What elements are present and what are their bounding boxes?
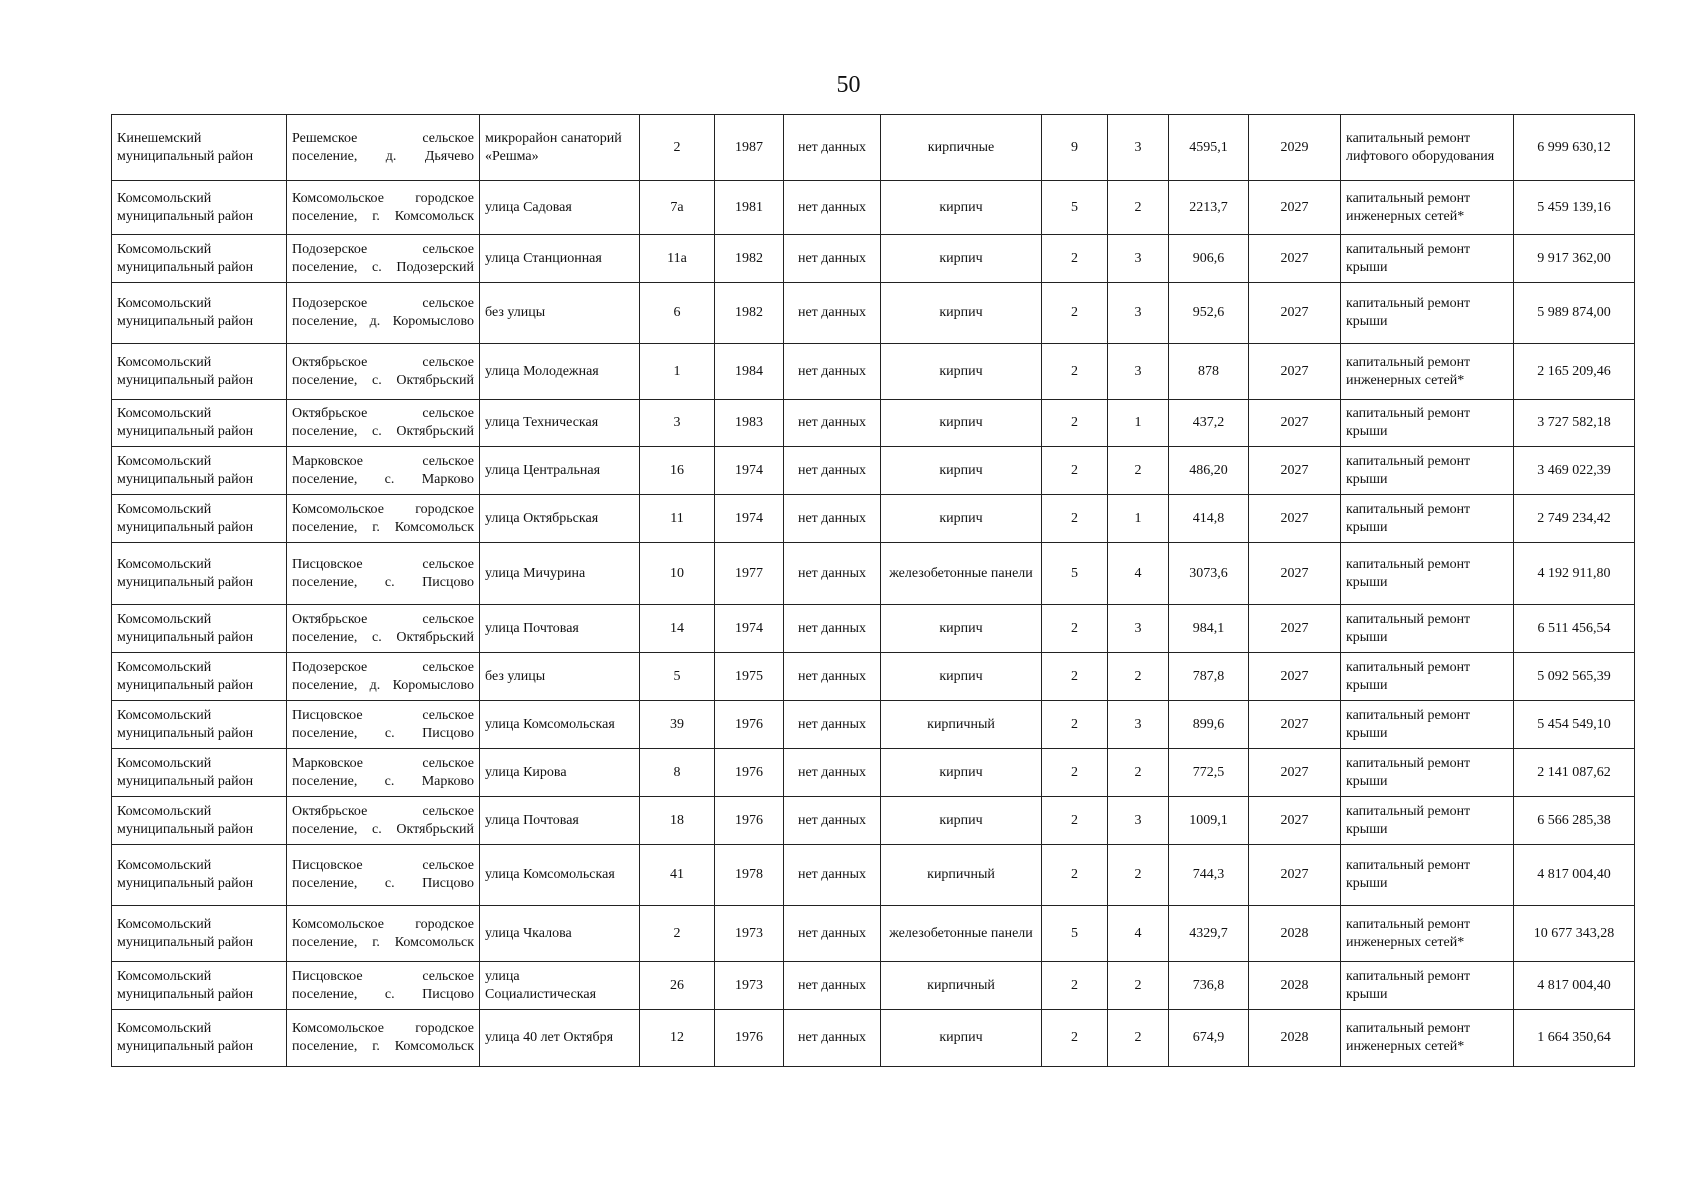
cell-planned-year: 2027 — [1249, 797, 1341, 845]
cell-last-repair: нет данных — [784, 400, 881, 447]
cell-floors: 2 — [1042, 749, 1108, 797]
cell-work-type: капитальный ремонт крыши — [1341, 495, 1514, 543]
cell-rayon: Комсомольский муниципальный район — [112, 400, 287, 447]
cell-work-type: капитальный ремонт инженерных сетей* — [1341, 906, 1514, 962]
cell-entrances: 2 — [1108, 653, 1169, 701]
cell-planned-year: 2027 — [1249, 653, 1341, 701]
cell-floors: 2 — [1042, 400, 1108, 447]
cell-cost: 4 817 004,40 — [1514, 962, 1635, 1010]
cell-last-repair: нет данных — [784, 495, 881, 543]
cell-rayon: Комсомольский муниципальный район — [112, 845, 287, 906]
cell-planned-year: 2027 — [1249, 543, 1341, 605]
cell-year-built: 1976 — [715, 1010, 784, 1067]
cell-planned-year: 2027 — [1249, 344, 1341, 400]
cell-entrances: 2 — [1108, 447, 1169, 495]
cell-area: 906,6 — [1169, 235, 1249, 283]
cell-rayon: Комсомольский муниципальный район — [112, 906, 287, 962]
cell-entrances: 2 — [1108, 962, 1169, 1010]
table-body — [112, 115, 1635, 1067]
cell-last-repair: нет данных — [784, 1010, 881, 1067]
cell-area: 787,8 — [1169, 653, 1249, 701]
cell-last-repair: нет данных — [784, 701, 881, 749]
table-row — [112, 181, 1635, 235]
cell-last-repair: нет данных — [784, 845, 881, 906]
cell-entrances: 2 — [1108, 1010, 1169, 1067]
cell-cost: 3 469 022,39 — [1514, 447, 1635, 495]
cell-wall-material: кирпич — [881, 400, 1042, 447]
cell-poselenie: Комсомольское городское поселение, г. Комсомольск — [287, 495, 480, 543]
cell-poselenie: Подозерское сельское поселение, с. Подозерский — [287, 235, 480, 283]
cell-street: улица Комсомольская — [480, 701, 640, 749]
cell-entrances: 3 — [1108, 797, 1169, 845]
cell-floors: 2 — [1042, 235, 1108, 283]
cell-area: 952,6 — [1169, 283, 1249, 344]
cell-entrances: 2 — [1108, 181, 1169, 235]
cell-work-type: капитальный ремонт крыши — [1341, 447, 1514, 495]
table-row — [112, 344, 1635, 400]
cell-cost: 2 165 209,46 — [1514, 344, 1635, 400]
cell-cost: 5 989 874,00 — [1514, 283, 1635, 344]
cell-year-built: 1974 — [715, 495, 784, 543]
table-row — [112, 797, 1635, 845]
cell-planned-year: 2027 — [1249, 749, 1341, 797]
cell-floors: 5 — [1042, 906, 1108, 962]
table-row — [112, 845, 1635, 906]
cell-last-repair: нет данных — [784, 605, 881, 653]
cell-cost: 4 817 004,40 — [1514, 845, 1635, 906]
cell-area: 984,1 — [1169, 605, 1249, 653]
cell-floors: 2 — [1042, 845, 1108, 906]
cell-street: улица Центральная — [480, 447, 640, 495]
cell-poselenie: Писцовское сельское поселение, с. Писцово — [287, 701, 480, 749]
cell-house-number: 6 — [640, 283, 715, 344]
cell-entrances: 3 — [1108, 115, 1169, 181]
cell-street: улица Октябрьская — [480, 495, 640, 543]
cell-last-repair: нет данных — [784, 797, 881, 845]
cell-wall-material: кирпичные — [881, 115, 1042, 181]
cell-poselenie: Комсомольское городское поселение, г. Комсомольск — [287, 181, 480, 235]
cell-poselenie: Марковское сельское поселение, с. Марково — [287, 447, 480, 495]
table-row — [112, 653, 1635, 701]
cell-house-number: 12 — [640, 1010, 715, 1067]
cell-area: 674,9 — [1169, 1010, 1249, 1067]
cell-poselenie: Комсомольское городское поселение, г. Комсомольск — [287, 906, 480, 962]
cell-rayon: Комсомольский муниципальный район — [112, 235, 287, 283]
cell-work-type: капитальный ремонт крыши — [1341, 400, 1514, 447]
cell-entrances: 1 — [1108, 400, 1169, 447]
cell-street: улица Кирова — [480, 749, 640, 797]
cell-entrances: 4 — [1108, 906, 1169, 962]
cell-last-repair: нет данных — [784, 115, 881, 181]
cell-poselenie: Октябрьское сельское поселение, с. Октябрьский — [287, 605, 480, 653]
cell-last-repair: нет данных — [784, 653, 881, 701]
building-registry-table — [111, 114, 1635, 1067]
cell-work-type: капитальный ремонт крыши — [1341, 962, 1514, 1010]
cell-area: 1009,1 — [1169, 797, 1249, 845]
cell-street: улица Мичурина — [480, 543, 640, 605]
cell-street: улица Станционная — [480, 235, 640, 283]
cell-area: 4595,1 — [1169, 115, 1249, 181]
cell-year-built: 1976 — [715, 749, 784, 797]
table-row — [112, 701, 1635, 749]
cell-work-type: капитальный ремонт инженерных сетей* — [1341, 181, 1514, 235]
cell-cost: 5 459 139,16 — [1514, 181, 1635, 235]
cell-planned-year: 2029 — [1249, 115, 1341, 181]
cell-year-built: 1975 — [715, 653, 784, 701]
table-row — [112, 906, 1635, 962]
cell-year-built: 1982 — [715, 235, 784, 283]
cell-work-type: капитальный ремонт крыши — [1341, 543, 1514, 605]
cell-street: без улицы — [480, 653, 640, 701]
cell-work-type: капитальный ремонт крыши — [1341, 653, 1514, 701]
cell-entrances: 3 — [1108, 283, 1169, 344]
cell-work-type: капитальный ремонт крыши — [1341, 235, 1514, 283]
cell-entrances: 3 — [1108, 344, 1169, 400]
cell-year-built: 1987 — [715, 115, 784, 181]
cell-poselenie: Октябрьское сельское поселение, с. Октябрьский — [287, 344, 480, 400]
cell-area: 736,8 — [1169, 962, 1249, 1010]
cell-floors: 5 — [1042, 543, 1108, 605]
cell-street: улица 40 лет Октября — [480, 1010, 640, 1067]
cell-area: 772,5 — [1169, 749, 1249, 797]
cell-house-number: 26 — [640, 962, 715, 1010]
cell-poselenie: Марковское сельское поселение, с. Марково — [287, 749, 480, 797]
cell-wall-material: железобетонные панели — [881, 906, 1042, 962]
cell-wall-material: кирпич — [881, 797, 1042, 845]
cell-wall-material: кирпич — [881, 1010, 1042, 1067]
cell-street: без улицы — [480, 283, 640, 344]
cell-poselenie: Подозерское сельское поселение, д. Коромыслово — [287, 283, 480, 344]
cell-floors: 5 — [1042, 181, 1108, 235]
cell-wall-material: кирпич — [881, 235, 1042, 283]
cell-rayon: Кинешемский муниципальный район — [112, 115, 287, 181]
cell-cost: 2 141 087,62 — [1514, 749, 1635, 797]
table-row — [112, 447, 1635, 495]
cell-year-built: 1974 — [715, 605, 784, 653]
table-row — [112, 115, 1635, 181]
cell-wall-material: кирпичный — [881, 845, 1042, 906]
cell-house-number: 16 — [640, 447, 715, 495]
cell-planned-year: 2028 — [1249, 906, 1341, 962]
cell-wall-material: кирпичный — [881, 962, 1042, 1010]
cell-wall-material: кирпичный — [881, 701, 1042, 749]
cell-year-built: 1976 — [715, 701, 784, 749]
cell-wall-material: кирпич — [881, 181, 1042, 235]
cell-house-number: 11а — [640, 235, 715, 283]
cell-poselenie: Писцовское сельское поселение, с. Писцово — [287, 845, 480, 906]
cell-floors: 2 — [1042, 701, 1108, 749]
cell-house-number: 2 — [640, 115, 715, 181]
cell-entrances: 2 — [1108, 749, 1169, 797]
cell-cost: 5 092 565,39 — [1514, 653, 1635, 701]
table-row — [112, 543, 1635, 605]
cell-house-number: 2 — [640, 906, 715, 962]
table-row — [112, 400, 1635, 447]
cell-floors: 2 — [1042, 1010, 1108, 1067]
cell-area: 4329,7 — [1169, 906, 1249, 962]
cell-last-repair: нет данных — [784, 962, 881, 1010]
cell-work-type: капитальный ремонт крыши — [1341, 701, 1514, 749]
cell-cost: 6 999 630,12 — [1514, 115, 1635, 181]
cell-floors: 2 — [1042, 962, 1108, 1010]
cell-work-type: капитальный ремонт лифтового оборудования — [1341, 115, 1514, 181]
cell-planned-year: 2027 — [1249, 181, 1341, 235]
cell-area: 899,6 — [1169, 701, 1249, 749]
cell-work-type: капитальный ремонт инженерных сетей* — [1341, 1010, 1514, 1067]
cell-area: 486,20 — [1169, 447, 1249, 495]
cell-work-type: капитальный ремонт крыши — [1341, 605, 1514, 653]
cell-street: улица Техническая — [480, 400, 640, 447]
cell-street: улица Молодежная — [480, 344, 640, 400]
page-number: 50 — [836, 72, 861, 98]
cell-house-number: 14 — [640, 605, 715, 653]
cell-floors: 2 — [1042, 344, 1108, 400]
cell-area: 437,2 — [1169, 400, 1249, 447]
cell-planned-year: 2027 — [1249, 447, 1341, 495]
cell-planned-year: 2027 — [1249, 845, 1341, 906]
cell-last-repair: нет данных — [784, 447, 881, 495]
cell-cost: 1 664 350,64 — [1514, 1010, 1635, 1067]
cell-year-built: 1974 — [715, 447, 784, 495]
cell-house-number: 11 — [640, 495, 715, 543]
cell-poselenie: Октябрьское сельское поселение, с. Октябрьский — [287, 400, 480, 447]
cell-last-repair: нет данных — [784, 235, 881, 283]
cell-floors: 2 — [1042, 283, 1108, 344]
cell-last-repair: нет данных — [784, 181, 881, 235]
cell-year-built: 1973 — [715, 906, 784, 962]
cell-entrances: 4 — [1108, 543, 1169, 605]
cell-entrances: 3 — [1108, 605, 1169, 653]
cell-year-built: 1981 — [715, 181, 784, 235]
cell-cost: 10 677 343,28 — [1514, 906, 1635, 962]
cell-street: улица Садовая — [480, 181, 640, 235]
table-row — [112, 283, 1635, 344]
cell-entrances: 2 — [1108, 845, 1169, 906]
cell-floors: 2 — [1042, 495, 1108, 543]
cell-rayon: Комсомольский муниципальный район — [112, 701, 287, 749]
cell-wall-material: железобетонные панели — [881, 543, 1042, 605]
cell-work-type: капитальный ремонт крыши — [1341, 845, 1514, 906]
cell-rayon: Комсомольский муниципальный район — [112, 447, 287, 495]
cell-wall-material: кирпич — [881, 447, 1042, 495]
cell-house-number: 10 — [640, 543, 715, 605]
cell-street: улица Почтовая — [480, 605, 640, 653]
cell-area: 414,8 — [1169, 495, 1249, 543]
cell-floors: 2 — [1042, 797, 1108, 845]
cell-area: 878 — [1169, 344, 1249, 400]
cell-floors: 2 — [1042, 653, 1108, 701]
cell-planned-year: 2028 — [1249, 962, 1341, 1010]
cell-year-built: 1973 — [715, 962, 784, 1010]
cell-rayon: Комсомольский муниципальный район — [112, 605, 287, 653]
cell-cost: 3 727 582,18 — [1514, 400, 1635, 447]
table-row — [112, 1010, 1635, 1067]
cell-wall-material: кирпич — [881, 344, 1042, 400]
cell-planned-year: 2027 — [1249, 605, 1341, 653]
cell-entrances: 3 — [1108, 235, 1169, 283]
cell-floors: 2 — [1042, 447, 1108, 495]
table-row — [112, 962, 1635, 1010]
cell-rayon: Комсомольский муниципальный район — [112, 749, 287, 797]
cell-rayon: Комсомольский муниципальный район — [112, 543, 287, 605]
cell-rayon: Комсомольский муниципальный район — [112, 1010, 287, 1067]
cell-rayon: Комсомольский муниципальный район — [112, 344, 287, 400]
cell-year-built: 1976 — [715, 797, 784, 845]
cell-entrances: 1 — [1108, 495, 1169, 543]
cell-rayon: Комсомольский муниципальный район — [112, 181, 287, 235]
cell-poselenie: Решемское сельское поселение, д. Дьячево — [287, 115, 480, 181]
cell-planned-year: 2027 — [1249, 400, 1341, 447]
cell-poselenie: Октябрьское сельское поселение, с. Октябрьский — [287, 797, 480, 845]
cell-cost: 6 511 456,54 — [1514, 605, 1635, 653]
cell-year-built: 1977 — [715, 543, 784, 605]
cell-cost: 4 192 911,80 — [1514, 543, 1635, 605]
cell-planned-year: 2028 — [1249, 1010, 1341, 1067]
cell-wall-material: кирпич — [881, 283, 1042, 344]
cell-street: улица Почтовая — [480, 797, 640, 845]
cell-cost: 2 749 234,42 — [1514, 495, 1635, 543]
cell-cost: 5 454 549,10 — [1514, 701, 1635, 749]
cell-poselenie: Подозерское сельское поселение, д. Коромыслово — [287, 653, 480, 701]
cell-house-number: 41 — [640, 845, 715, 906]
cell-year-built: 1984 — [715, 344, 784, 400]
cell-last-repair: нет данных — [784, 543, 881, 605]
table-row — [112, 235, 1635, 283]
cell-rayon: Комсомольский муниципальный район — [112, 962, 287, 1010]
cell-planned-year: 2027 — [1249, 701, 1341, 749]
cell-rayon: Комсомольский муниципальный район — [112, 797, 287, 845]
cell-house-number: 8 — [640, 749, 715, 797]
cell-work-type: капитальный ремонт крыши — [1341, 797, 1514, 845]
cell-cost: 6 566 285,38 — [1514, 797, 1635, 845]
cell-poselenie: Комсомольское городское поселение, г. Комсомольск — [287, 1010, 480, 1067]
cell-house-number: 18 — [640, 797, 715, 845]
cell-street: микрорайон санаторий «Решма» — [480, 115, 640, 181]
cell-last-repair: нет данных — [784, 283, 881, 344]
cell-wall-material: кирпич — [881, 749, 1042, 797]
cell-year-built: 1978 — [715, 845, 784, 906]
cell-floors: 2 — [1042, 605, 1108, 653]
cell-area: 2213,7 — [1169, 181, 1249, 235]
cell-wall-material: кирпич — [881, 605, 1042, 653]
cell-last-repair: нет данных — [784, 906, 881, 962]
cell-street: улица Чкалова — [480, 906, 640, 962]
cell-house-number: 7а — [640, 181, 715, 235]
cell-work-type: капитальный ремонт крыши — [1341, 749, 1514, 797]
cell-house-number: 39 — [640, 701, 715, 749]
cell-area: 744,3 — [1169, 845, 1249, 906]
cell-rayon: Комсомольский муниципальный район — [112, 495, 287, 543]
cell-area: 3073,6 — [1169, 543, 1249, 605]
cell-work-type: капитальный ремонт инженерных сетей* — [1341, 344, 1514, 400]
cell-planned-year: 2027 — [1249, 235, 1341, 283]
cell-last-repair: нет данных — [784, 749, 881, 797]
cell-wall-material: кирпич — [881, 495, 1042, 543]
cell-cost: 9 917 362,00 — [1514, 235, 1635, 283]
cell-house-number: 3 — [640, 400, 715, 447]
cell-street: улица Комсомольская — [480, 845, 640, 906]
table-row — [112, 605, 1635, 653]
cell-work-type: капитальный ремонт крыши — [1341, 283, 1514, 344]
cell-poselenie: Писцовское сельское поселение, с. Писцово — [287, 962, 480, 1010]
cell-last-repair: нет данных — [784, 344, 881, 400]
cell-year-built: 1983 — [715, 400, 784, 447]
table-row — [112, 749, 1635, 797]
cell-house-number: 5 — [640, 653, 715, 701]
cell-poselenie: Писцовское сельское поселение, с. Писцово — [287, 543, 480, 605]
cell-wall-material: кирпич — [881, 653, 1042, 701]
cell-street: улица Социалистическая — [480, 962, 640, 1010]
cell-rayon: Комсомольский муниципальный район — [112, 653, 287, 701]
cell-planned-year: 2027 — [1249, 283, 1341, 344]
cell-planned-year: 2027 — [1249, 495, 1341, 543]
cell-house-number: 1 — [640, 344, 715, 400]
cell-entrances: 3 — [1108, 701, 1169, 749]
table-row — [112, 495, 1635, 543]
cell-rayon: Комсомольский муниципальный район — [112, 283, 287, 344]
cell-year-built: 1982 — [715, 283, 784, 344]
cell-floors: 9 — [1042, 115, 1108, 181]
